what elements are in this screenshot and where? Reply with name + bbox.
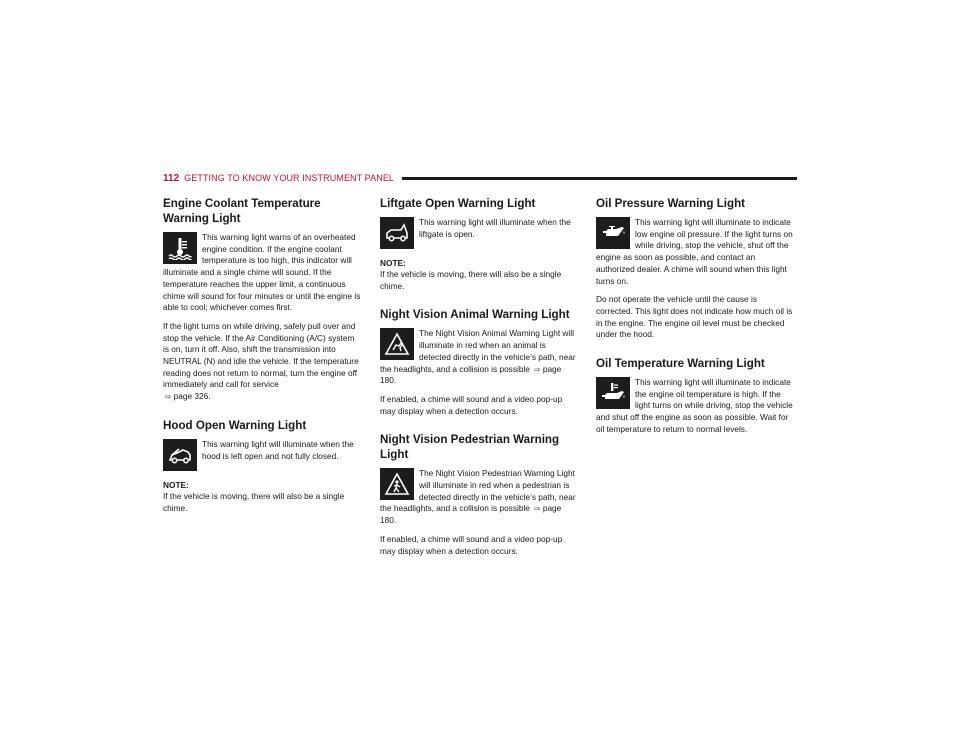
coolant-paragraph-1: This warning light warns of an overheated engine condition. If the engine coolant temperature is too high, this indicator will illuminate and a single chime will sound. If the temperature reaches the upper limit, a continuous chime will sound for four minutes or until the engine is able to cool; whichever comes first. [163, 232, 361, 313]
liftgate-paragraph-1: This warning light will illuminate when the liftgate is open. [419, 217, 571, 239]
page-header [163, 171, 797, 185]
page-ref-arrow-icon: ⇨ [534, 364, 541, 374]
hood-open-icon [163, 439, 197, 471]
pedestrian-paragraph-2: If enabled, a chime will sound and a video pop-up may display when a detection occurs. [380, 533, 563, 556]
section-oil-pressure [596, 196, 794, 348]
section-title: Hood Open Warning Light [163, 418, 307, 432]
hood-paragraph-1: This warning light will illuminate when the hood is left open and not fully closed. [202, 438, 354, 461]
oil-temperature-icon [596, 377, 630, 409]
section-title: Night Vision Pedestrian Warning Light [380, 433, 560, 462]
night-vision-animal-icon [380, 328, 414, 360]
section-hood-open [163, 418, 361, 521]
page-reference-link[interactable]: page 326. [173, 391, 211, 402]
column-2 [380, 196, 578, 572]
page-ref-arrow-icon: ⇨ [165, 392, 172, 402]
section-title: Engine Coolant Temperature Warning Light [163, 197, 321, 225]
page-reference-link[interactable]: page 180. [380, 363, 562, 386]
section-oil-temperature [596, 356, 794, 443]
section-night-vision-pedestrian [380, 432, 578, 564]
section-night-vision-animal [380, 307, 578, 424]
section-liftgate-open [380, 196, 578, 299]
oil-pressure-icon [596, 217, 630, 249]
animal-paragraph-2: If enabled, a chime will sound and a video pop-up may display when a detection occurs. [380, 393, 563, 416]
coolant-paragraph-2 [163, 321, 361, 403]
section-title: Oil Pressure Warning Light [596, 197, 746, 210]
section-title: Night Vision Animal Warning Light [380, 308, 570, 322]
liftgate-note: If the vehicle is moving, there will also be a single chime. [380, 269, 562, 291]
column-3 [596, 196, 794, 451]
night-vision-pedestrian-icon [380, 468, 414, 500]
section-title: Oil Temperature Warning Light [596, 357, 765, 371]
page-ref-arrow-icon: ⇨ [534, 504, 541, 514]
hood-note: If the vehicle is moving, there will also be a single chime. [163, 490, 345, 513]
page-number: 112 [163, 172, 180, 184]
page-reference-link[interactable]: page 180. [380, 503, 562, 526]
note-label: NOTE: [163, 479, 189, 490]
column-1 [163, 196, 361, 529]
section-engine-coolant [163, 196, 361, 410]
animal-paragraph-1-text: The Night Vision Animal Warning Light will illuminate in red when an animal is detected directly in the vehicle’s path, near the headlights, and a collision is possible [380, 328, 576, 374]
liftgate-open-icon [380, 217, 414, 249]
section-title: Liftgate Open Warning Light [380, 197, 536, 210]
oil-pressure-paragraph-1: This warning light will illuminate to indicate low engine oil pressure. If the light turns on while driving, stop the vehicle, shut off the engine as soon as possible, and contact an authorized dealer. A chime will sound when this light turns on. [596, 217, 793, 286]
running-title: GETTING TO KNOW YOUR INSTRUMENT PANEL [184, 173, 395, 183]
oil-pressure-paragraph-2: Do not operate the vehicle until the cause is corrected. This light does not indicate how much oil is in the engine. The engine oil level must be checked under the hood. [596, 294, 793, 340]
coolant-paragraph-2-text: If the light turns on while driving, safely pull over and stop the vehicle. If the Air Conditioning (A/C) system is on, turn it off. Also, shift the transmission into NEUTRAL (N) and idle the vehicle. If the temperature reading does not return to normal, turn the engine off immediately and call for service [163, 320, 359, 390]
oil-temperature-paragraph-1: This warning light will illuminate to indicate the engine oil temperature is high. If the light turns on while driving, stop the vehicle and shut off the engine as soon as possible. Wait for oil temperature to return to normal levels. [596, 377, 793, 434]
note-label: NOTE: [380, 258, 406, 268]
engine-coolant-temperature-icon [163, 232, 197, 264]
pedestrian-paragraph-1-text: The Night Vision Pedestrian Warning Light will illuminate in red when a pedestrian is detected directly in the vehicle’s path, near the headlights, and a collision is possible [380, 468, 576, 514]
header-rule [402, 177, 797, 180]
